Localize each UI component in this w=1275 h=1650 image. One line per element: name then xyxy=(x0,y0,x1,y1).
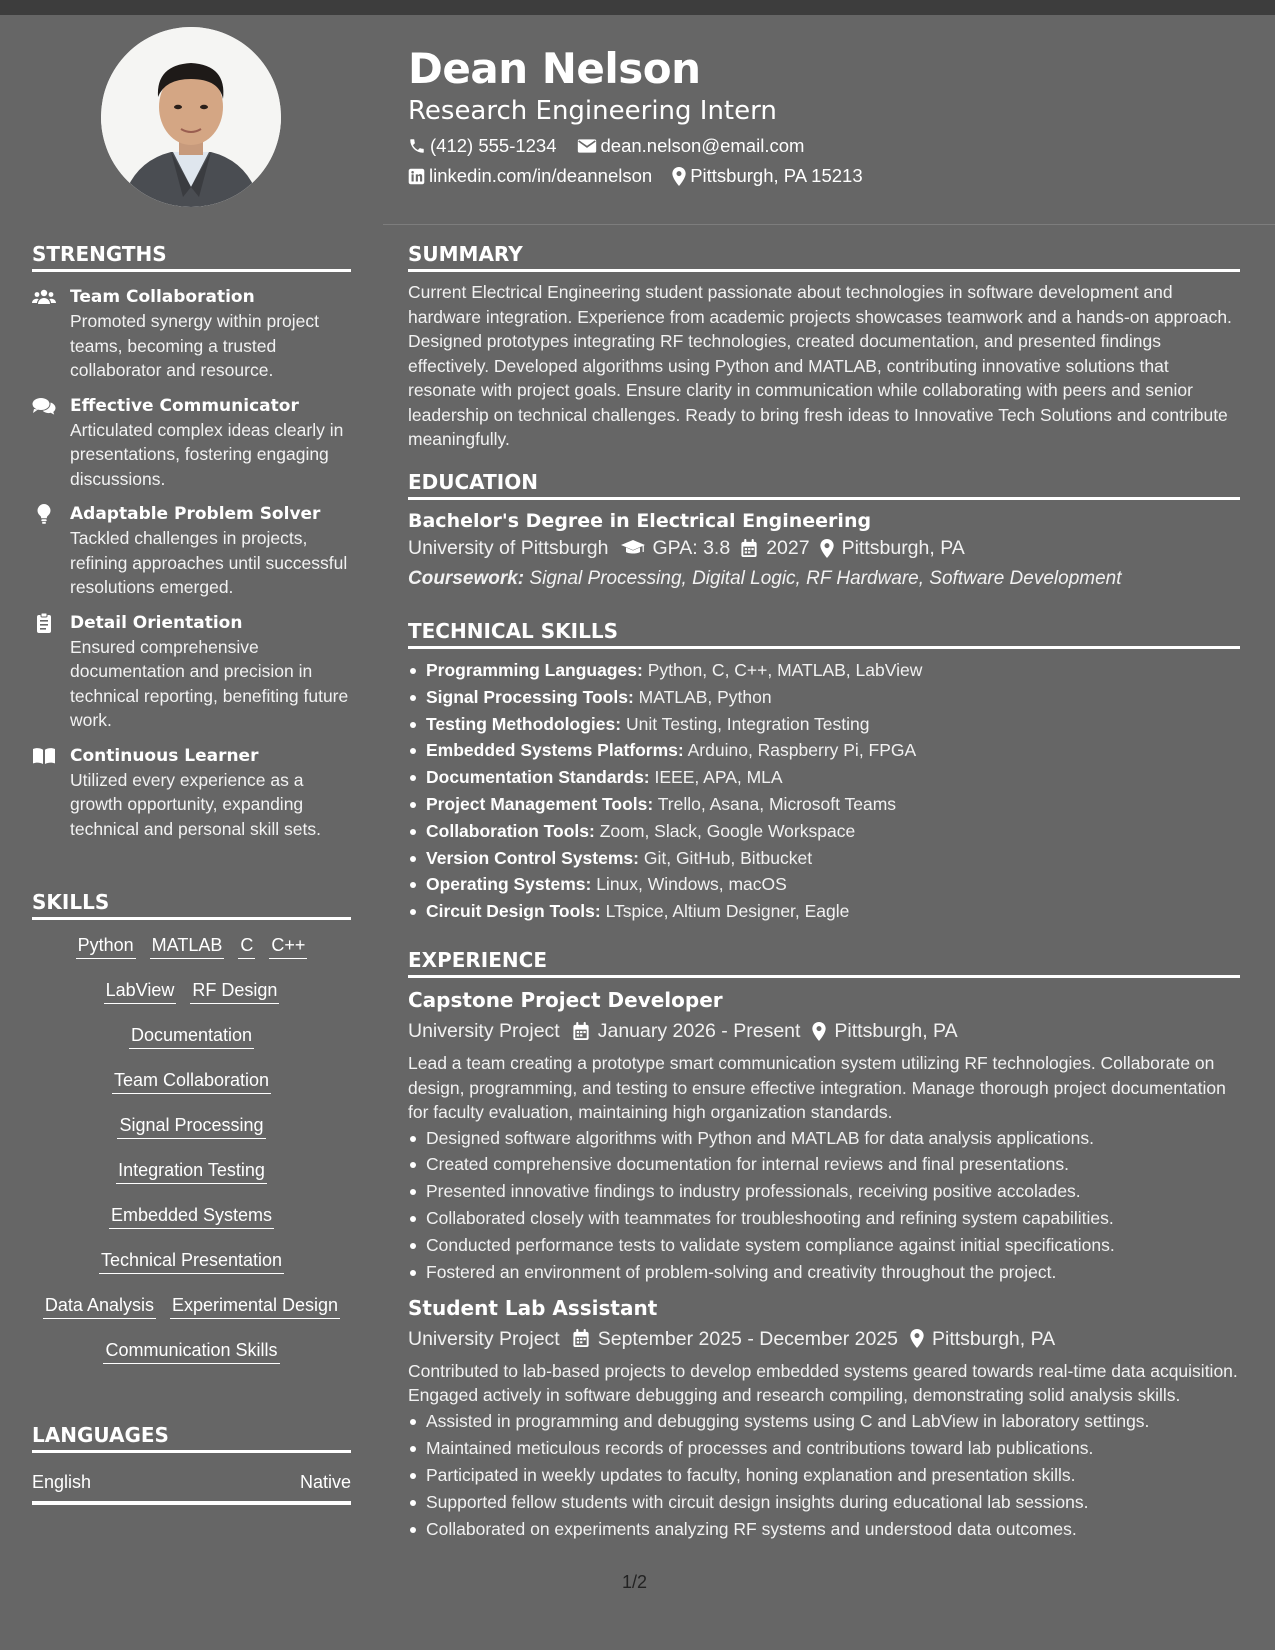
skills-section xyxy=(32,889,351,1384)
skill-tag: C++ xyxy=(269,934,307,959)
school-location: Pittsburgh, PA xyxy=(841,537,965,559)
skill-tag: Data Analysis xyxy=(43,1294,156,1319)
skill-row xyxy=(32,1114,351,1159)
job-org: University Project xyxy=(408,1020,560,1042)
coursework-list: Signal Processing, Digital Logic, RF Hardware, Software Development xyxy=(529,568,1122,589)
calendar-icon xyxy=(572,1329,590,1348)
skill-row xyxy=(32,1204,351,1249)
chat-icon xyxy=(32,396,56,416)
list-item: Circuit Design Tools: LTspice, Altium Designer, Eagle xyxy=(408,898,1240,925)
language-item xyxy=(32,1471,351,1505)
summary-section xyxy=(408,241,1240,452)
map-pin-icon xyxy=(812,1022,826,1041)
job-title: Capstone Project Developer xyxy=(408,988,723,1012)
experience-section xyxy=(408,947,1240,1542)
candidate-name: Dean Nelson xyxy=(408,44,701,93)
skill-row xyxy=(32,979,351,1024)
strength-item: Continuous Learner Utilized every experience as a growth opportunity, expanding technical and personal skill sets. xyxy=(32,745,351,842)
job-description: Lead a team creating a prototype smart communication system utilizing RF technologies. Collaborate on design, programming, and testing to ensure effective integration. Manage thorough project documentation for faculty evaluation, maintaining high organization standards. xyxy=(408,1053,1226,1122)
phone-icon xyxy=(408,137,426,155)
skill-tags xyxy=(32,934,351,1384)
clipboard-icon xyxy=(32,613,56,633)
graduation-year: 2027 xyxy=(766,537,810,559)
skill-tag: Embedded Systems xyxy=(109,1204,274,1229)
skill-row xyxy=(32,934,351,979)
skill-tag: Signal Processing xyxy=(117,1114,265,1139)
skills-heading: SKILLS xyxy=(32,889,351,920)
list-item: Conducted performance tests to validate system compliance against initial specifications. xyxy=(408,1232,1240,1259)
contact-row-2 xyxy=(408,164,1248,188)
education-heading: EDUCATION xyxy=(408,469,1240,500)
skill-row xyxy=(32,1339,351,1384)
list-item: Documentation Standards: IEEE, APA, MLA xyxy=(408,764,1240,791)
skill-tag: MATLAB xyxy=(150,934,225,959)
coursework-label: Coursework: xyxy=(408,568,525,589)
job-meta xyxy=(408,1017,1240,1045)
school-name: University of Pittsburgh xyxy=(408,537,609,559)
coursework xyxy=(408,565,1240,593)
list-item: Project Management Tools: Trello, Asana, Microsoft Teams xyxy=(408,791,1240,818)
email-contact[interactable]: dean.nelson@email.com xyxy=(577,134,805,158)
map-pin-icon xyxy=(910,1329,924,1348)
education-section xyxy=(408,469,1240,593)
job-meta xyxy=(408,1325,1240,1353)
job-dates: January 2026 - Present xyxy=(597,1020,801,1042)
technical-skills-section xyxy=(408,618,1240,925)
list-item: Programming Languages: Python, C, C++, MATLAB, LabView xyxy=(408,657,1240,684)
lightbulb-icon xyxy=(32,504,56,524)
skill-row xyxy=(32,1159,351,1204)
skill-row xyxy=(32,1024,351,1069)
list-item: Version Control Systems: Git, GitHub, Bitbucket xyxy=(408,845,1240,872)
job-location: Pittsburgh, PA xyxy=(834,1020,958,1042)
list-item: Created comprehensive documentation for internal reviews and final presentations. xyxy=(408,1151,1240,1178)
list-item: Designed software algorithms with Python and MATLAB for data analysis applications. xyxy=(408,1125,1240,1152)
skill-tag: Technical Presentation xyxy=(99,1249,284,1274)
skill-tag: Experimental Design xyxy=(170,1294,340,1319)
calendar-icon xyxy=(740,539,758,558)
language-level: Native xyxy=(299,1472,351,1492)
list-item: Assisted in programming and debugging systems using C and LabView in laboratory settings. xyxy=(408,1408,1240,1435)
list-item: Participated in weekly updates to faculty, honing explanation and presentation skills. xyxy=(408,1462,1240,1489)
envelope-icon xyxy=(577,138,597,154)
calendar-icon xyxy=(572,1022,590,1041)
gpa-value: GPA: 3.8 xyxy=(652,537,731,559)
strengths-section xyxy=(32,241,351,853)
languages-section xyxy=(32,1422,351,1505)
list-item: Presented innovative findings to industry professionals, receiving positive accolades. xyxy=(408,1178,1240,1205)
skill-tag: Integration Testing xyxy=(116,1159,267,1184)
skill-tag: RF Design xyxy=(190,979,279,1004)
strengths-heading: STRENGTHS xyxy=(32,241,351,272)
top-bar xyxy=(0,0,1275,15)
list-item: Collaborated closely with teammates for troubleshooting and refining system capabilities. xyxy=(408,1205,1240,1232)
users-icon xyxy=(32,287,56,307)
page-number: 1/2 xyxy=(622,1572,648,1592)
job-org: University Project xyxy=(408,1327,560,1350)
phone-contact: (412) 555-1234 xyxy=(408,134,557,158)
list-item: Fostered an environment of problem-solving and creativity throughout the project. xyxy=(408,1259,1240,1286)
list-item: Collaborated on experiments analyzing RF systems and understood data outcomes. xyxy=(408,1516,1240,1543)
degree-title: Bachelor's Degree in Electrical Engineering xyxy=(408,510,872,532)
header-divider xyxy=(383,224,1275,225)
experience-heading: EXPERIENCE xyxy=(408,947,1240,978)
job-bullets xyxy=(408,1408,1240,1543)
skill-tag: Communication Skills xyxy=(103,1339,279,1364)
strength-item: Effective Communicator Articulated complex ideas clearly in presentations, fostering engaging discussions. xyxy=(32,395,351,492)
skill-row xyxy=(32,1249,351,1294)
education-meta xyxy=(408,534,1240,562)
strength-item: Adaptable Problem Solver Tackled challenges in projects, refining approaches until successful resolutions emerged. xyxy=(32,503,351,600)
skill-row xyxy=(32,1069,351,1114)
list-item: Collaboration Tools: Zoom, Slack, Google Workspace xyxy=(408,818,1240,845)
skill-tag: Team Collaboration xyxy=(112,1069,271,1094)
contact-row-1 xyxy=(408,134,1248,158)
job-location: Pittsburgh, PA xyxy=(931,1327,1056,1350)
job-entry xyxy=(408,1294,1240,1543)
language-name: English xyxy=(32,1472,92,1492)
graduation-cap-icon xyxy=(621,539,645,557)
summary-heading: SUMMARY xyxy=(408,241,1240,272)
skill-tag: C xyxy=(238,934,255,959)
job-entry xyxy=(408,986,1240,1286)
list-item: Maintained meticulous records of processes and contributions toward lab publications. xyxy=(408,1435,1240,1462)
list-item: Signal Processing Tools: MATLAB, Python xyxy=(408,684,1240,711)
profile-photo xyxy=(101,27,281,207)
linkedin-icon xyxy=(408,168,425,185)
languages-heading: LANGUAGES xyxy=(32,1422,351,1453)
map-pin-icon xyxy=(672,167,686,186)
skill-tag: Python xyxy=(76,934,136,959)
strength-item: Team Collaboration Promoted synergy within project teams, becoming a trusted collaborator and resource. xyxy=(32,286,351,383)
list-item: Operating Systems: Linux, Windows, macOS xyxy=(408,871,1240,898)
candidate-title: Research Engineering Intern xyxy=(408,96,777,126)
job-dates: September 2025 - December 2025 xyxy=(597,1327,898,1350)
job-title: Student Lab Assistant xyxy=(408,1295,658,1320)
job-description: Contributed to lab-based projects to develop embedded systems geared towards real-time data acquisition. Engaged actively in software debugging and research compiling, demonstrating solid analysis skills. xyxy=(408,1360,1238,1406)
list-item: Supported fellow students with circuit design insights during educational lab sessions. xyxy=(408,1489,1240,1516)
linkedin-contact[interactable]: linkedin.com/in/deannelson xyxy=(408,164,652,188)
list-item: Testing Methodologies: Unit Testing, Integration Testing xyxy=(408,711,1240,738)
location-contact: Pittsburgh, PA 15213 xyxy=(672,164,862,188)
strength-item: Detail Orientation Ensured comprehensive documentation and precision in technical reporting, benefiting future work. xyxy=(32,612,351,733)
list-item: Embedded Systems Platforms: Arduino, Raspberry Pi, FPGA xyxy=(408,737,1240,764)
skill-tag: Documentation xyxy=(129,1024,254,1049)
resume-header xyxy=(408,42,1248,188)
skill-tag: LabView xyxy=(104,979,177,1004)
skill-row xyxy=(32,1294,351,1339)
technical-skills-heading: TECHNICAL SKILLS xyxy=(408,618,1240,649)
map-pin-icon xyxy=(820,539,834,558)
book-icon xyxy=(32,746,56,766)
technical-skills-list xyxy=(408,657,1240,925)
job-bullets xyxy=(408,1125,1240,1286)
summary-text: Current Electrical Engineering student passionate about technologies in software development and hardware integration. Experience from academic projects showcases teamwork and a hands-on approach. Designed prototypes integrating RF technologies, created documentation, and presented findings effectively. Developed algorithms using Python and MATLAB, contributing innovative solutions that resonate with project goals. Ensure clarity in communication while collaborating with peers and senior leadership on technical challenges. Ready to bring fresh ideas to Innovative Tech Solutions and contribute meaningfully. xyxy=(408,282,1232,449)
